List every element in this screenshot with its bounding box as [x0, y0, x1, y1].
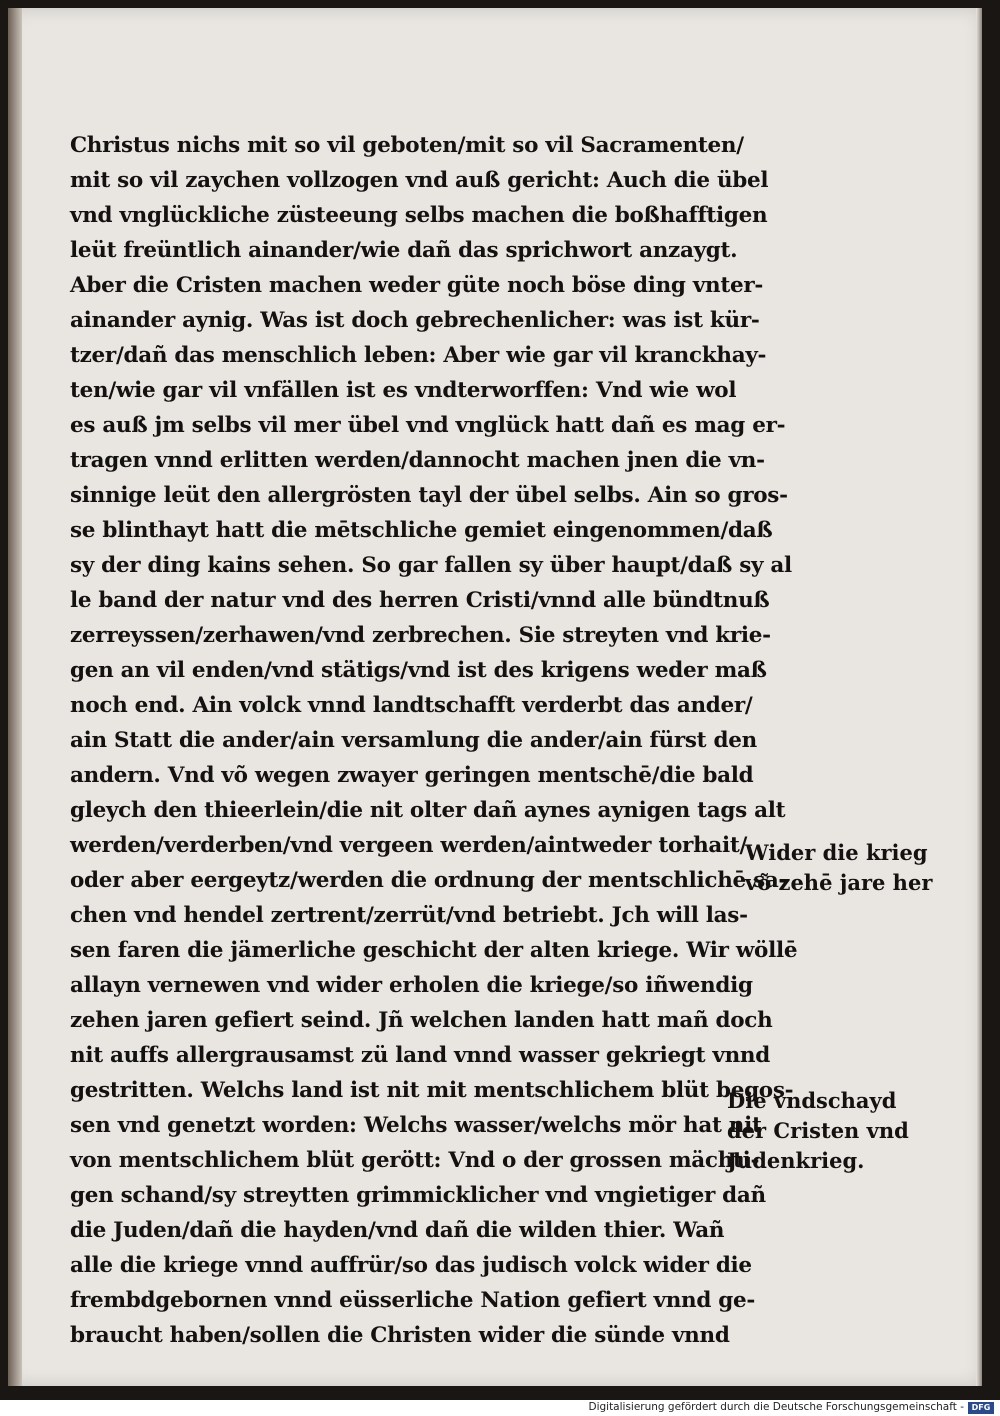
text-line: gleych den thieerlein/die nit olter dañ aynes aynigen tags alt — [70, 798, 786, 823]
text-line: werden/verderben/vnd vergeen werden/aintweder torhait/ — [70, 833, 748, 858]
text-line: vnd vnglückliche züsteeung selbs machen die boßhafftigen — [70, 203, 768, 228]
funding-credit: Digitalisierung gefördert durch die Deutsche Forschungsgemeinschaft - — [588, 1401, 964, 1413]
text-line: leüt freüntlich ainander/wie dañ das sprichwort anzaygt. — [70, 238, 738, 263]
text-line: Aber die Cristen machen weder güte noch böse ding vnter- — [70, 273, 764, 298]
text-line: es auß jm selbs vil mer übel vnd vnglück hatt dañ es mag er- — [70, 413, 786, 438]
text-line: se blinthayt hatt die mētschliche gemiet eingenommen/daß — [70, 518, 773, 543]
text-line: braucht haben/sollen die Christen wider die sünde vnnd — [70, 1323, 730, 1348]
marginal-line: Die vndschayd — [727, 1088, 897, 1113]
dfg-logo: DFG — [968, 1402, 994, 1414]
text-line: ain Statt die ander/ain versamlung die ander/ain fürst den — [70, 728, 757, 753]
marginal-note-wars — [745, 838, 965, 898]
text-line: oder aber eergeytz/werden die ordnung der mentschlichē sa- — [70, 868, 788, 893]
text-line: zehen jaren gefiert seind. Jñ welchen landen hatt mañ doch — [70, 1008, 773, 1033]
text-line: tragen vnnd erlitten werden/dannocht machen jnen die vn- — [70, 448, 765, 473]
text-line: sen vnd genetzt worden: Welchs wasser/welchs mör hat nit — [70, 1113, 762, 1138]
marginal-line: der Cristen vnd — [727, 1118, 909, 1143]
marginal-line: Judenkrieg. — [727, 1148, 865, 1173]
marginal-line: võ zehē jare her — [745, 870, 933, 895]
text-line: frembdgebornen vnnd eüsserliche Nation gefiert vnnd ge- — [70, 1288, 756, 1313]
text-line: noch end. Ain volck vnnd landtschafft verderbt das ander/ — [70, 693, 753, 718]
marginal-note-difference — [727, 1086, 947, 1176]
text-line: andern. Vnd võ wegen zwayer geringen mentschē/die bald — [70, 763, 754, 788]
text-line: nit auffs allergrausamst zü land vnnd wasser gekriegt vnnd — [70, 1043, 770, 1068]
text-line: alle die kriege vnnd auffrür/so das judisch volck wider die — [70, 1253, 752, 1278]
marginal-line: Wider die krieg — [745, 840, 928, 865]
page-edge — [976, 8, 982, 1386]
text-line: sen faren die jämerliche geschicht der alten kriege. Wir wöllē — [70, 938, 798, 963]
page-gutter-shadow — [8, 8, 22, 1386]
text-line: von mentschlichem blüt gerött: Vnd o der grossen mächti- — [70, 1148, 760, 1173]
text-line: ten/wie gar vil vnfällen ist es vndterworffen: Vnd wie wol — [70, 378, 737, 403]
text-line: ainander aynig. Was ist doch gebrechenlicher: was ist kür- — [70, 308, 760, 333]
text-line: le band der natur vnd des herren Cristi/vnnd alle bündtnuß — [70, 588, 770, 613]
text-line: tzer/dañ das menschlich leben: Aber wie gar vil kranckhay- — [70, 343, 767, 368]
text-line: sy der ding kains sehen. So gar fallen sy über haupt/daß sy al — [70, 553, 792, 578]
text-line: gen an vil enden/vnd stätigs/vnd ist des krigens weder maß — [70, 658, 767, 683]
text-line: zerreyssen/zerhawen/vnd zerbrechen. Sie streyten vnd krie- — [70, 623, 771, 648]
text-line: gen schand/sy streytten grimmicklicher vnd vngietiger dañ — [70, 1183, 766, 1208]
text-line: gestritten. Welchs land ist nit mit mentschlichem blüt begos- — [70, 1078, 794, 1103]
footer-bar — [0, 1400, 1000, 1416]
text-line: die Juden/dañ die hayden/vnd dañ die wilden thier. Wañ — [70, 1218, 725, 1243]
text-line: Christus nichs mit so vil geboten/mit so vil Sacramenten/ — [70, 133, 744, 158]
text-line: sinnige leüt den allergrösten tayl der übel selbs. Ain so gros- — [70, 483, 788, 508]
text-line: allayn vernewen vnd wider erholen die kriege/so iñwendig — [70, 973, 753, 998]
text-line: chen vnd hendel zertrent/zerrüt/vnd betriebt. Jch will las- — [70, 903, 748, 928]
text-line: mit so vil zaychen vollzogen vnd auß gericht: Auch die übel — [70, 168, 769, 193]
